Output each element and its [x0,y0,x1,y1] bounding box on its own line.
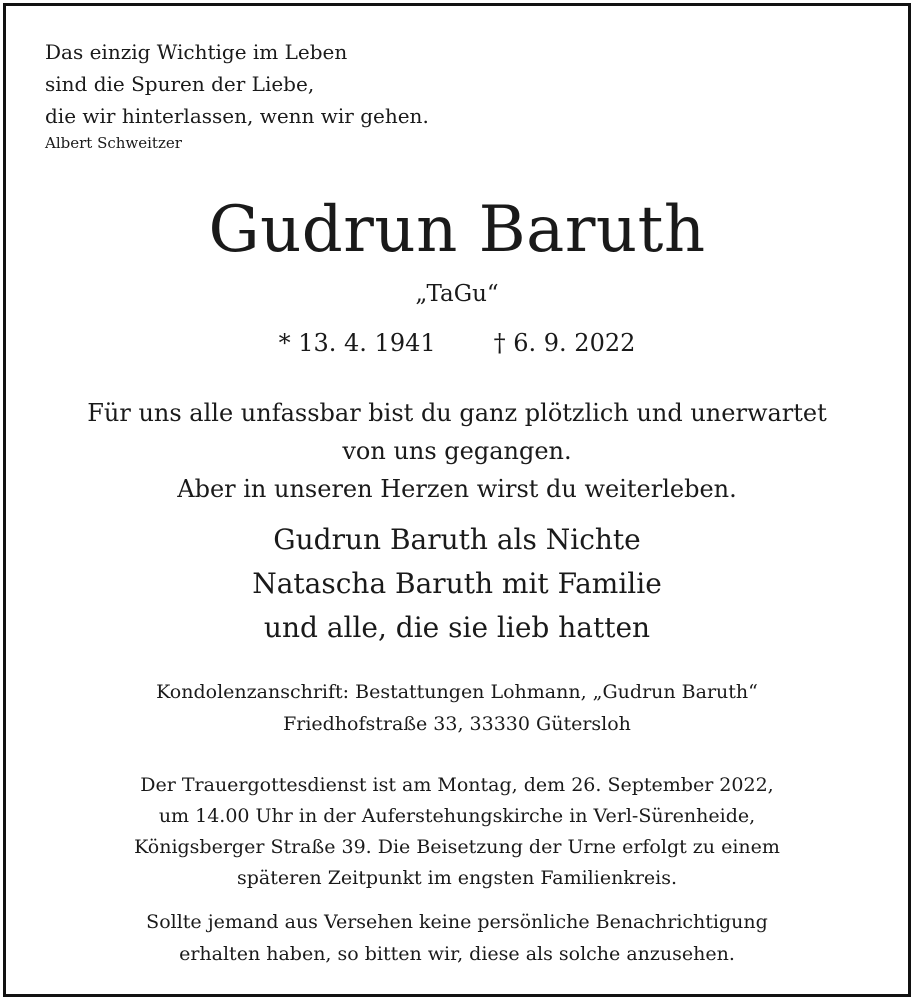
mourner-line: Natascha Baruth mit Familie [252,567,662,600]
quote-line: Das einzig Wichtige im Leben [45,40,348,64]
deceased-name: Gudrun Baruth [208,193,706,267]
notice-line: Sollte jemand aus Versehen keine persönliche Benachrichtigung [146,911,768,933]
mourners-list [0,518,914,650]
service-line: um 14.00 Uhr in der Auferstehungskirche in Verl-Sürenheide, [158,805,756,827]
address-line: Kondolenzanschrift: Bestattungen Lohmann, „Gudrun Baruth“ [156,681,758,703]
notification-notice [0,906,914,970]
mourner-line: Gudrun Baruth als Nichte [273,523,641,556]
mourner-line: und alle, die sie lieb hatten [263,611,651,644]
condolence-address [0,676,914,740]
message-line: Für uns alle unfassbar bist du ganz plötzlich und unerwartet [87,399,827,427]
quote-line: sind die Spuren der Liebe, [45,72,315,96]
message-line: von uns gegangen. [342,437,572,465]
quote-author: Albert Schweitzer [45,134,182,152]
service-line: Der Trauergottesdienst ist am Montag, dem 26. September 2022, [140,774,774,796]
epigraph-quote [45,36,429,132]
farewell-message [0,394,914,508]
quote-line: die wir hinterlassen, wenn wir gehen. [45,104,429,128]
message-line: Aber in unseren Herzen wirst du weiterleben. [177,475,737,503]
service-line: Königsberger Straße 39. Die Beisetzung der Urne erfolgt zu einem [134,836,780,858]
funeral-service-info [0,770,914,894]
notice-line: erhalten haben, so bitten wir, diese als solche anzusehen. [179,943,735,965]
deceased-nickname: „TaGu“ [415,281,499,307]
life-dates [0,325,914,361]
service-line: späteren Zeitpunkt im engsten Familienkreis. [236,867,678,889]
birth-date: * 13. 4. 1941 [278,329,436,357]
death-date: † 6. 9. 2022 [493,329,636,357]
address-line: Friedhofstraße 33, 33330 Gütersloh [283,713,631,735]
